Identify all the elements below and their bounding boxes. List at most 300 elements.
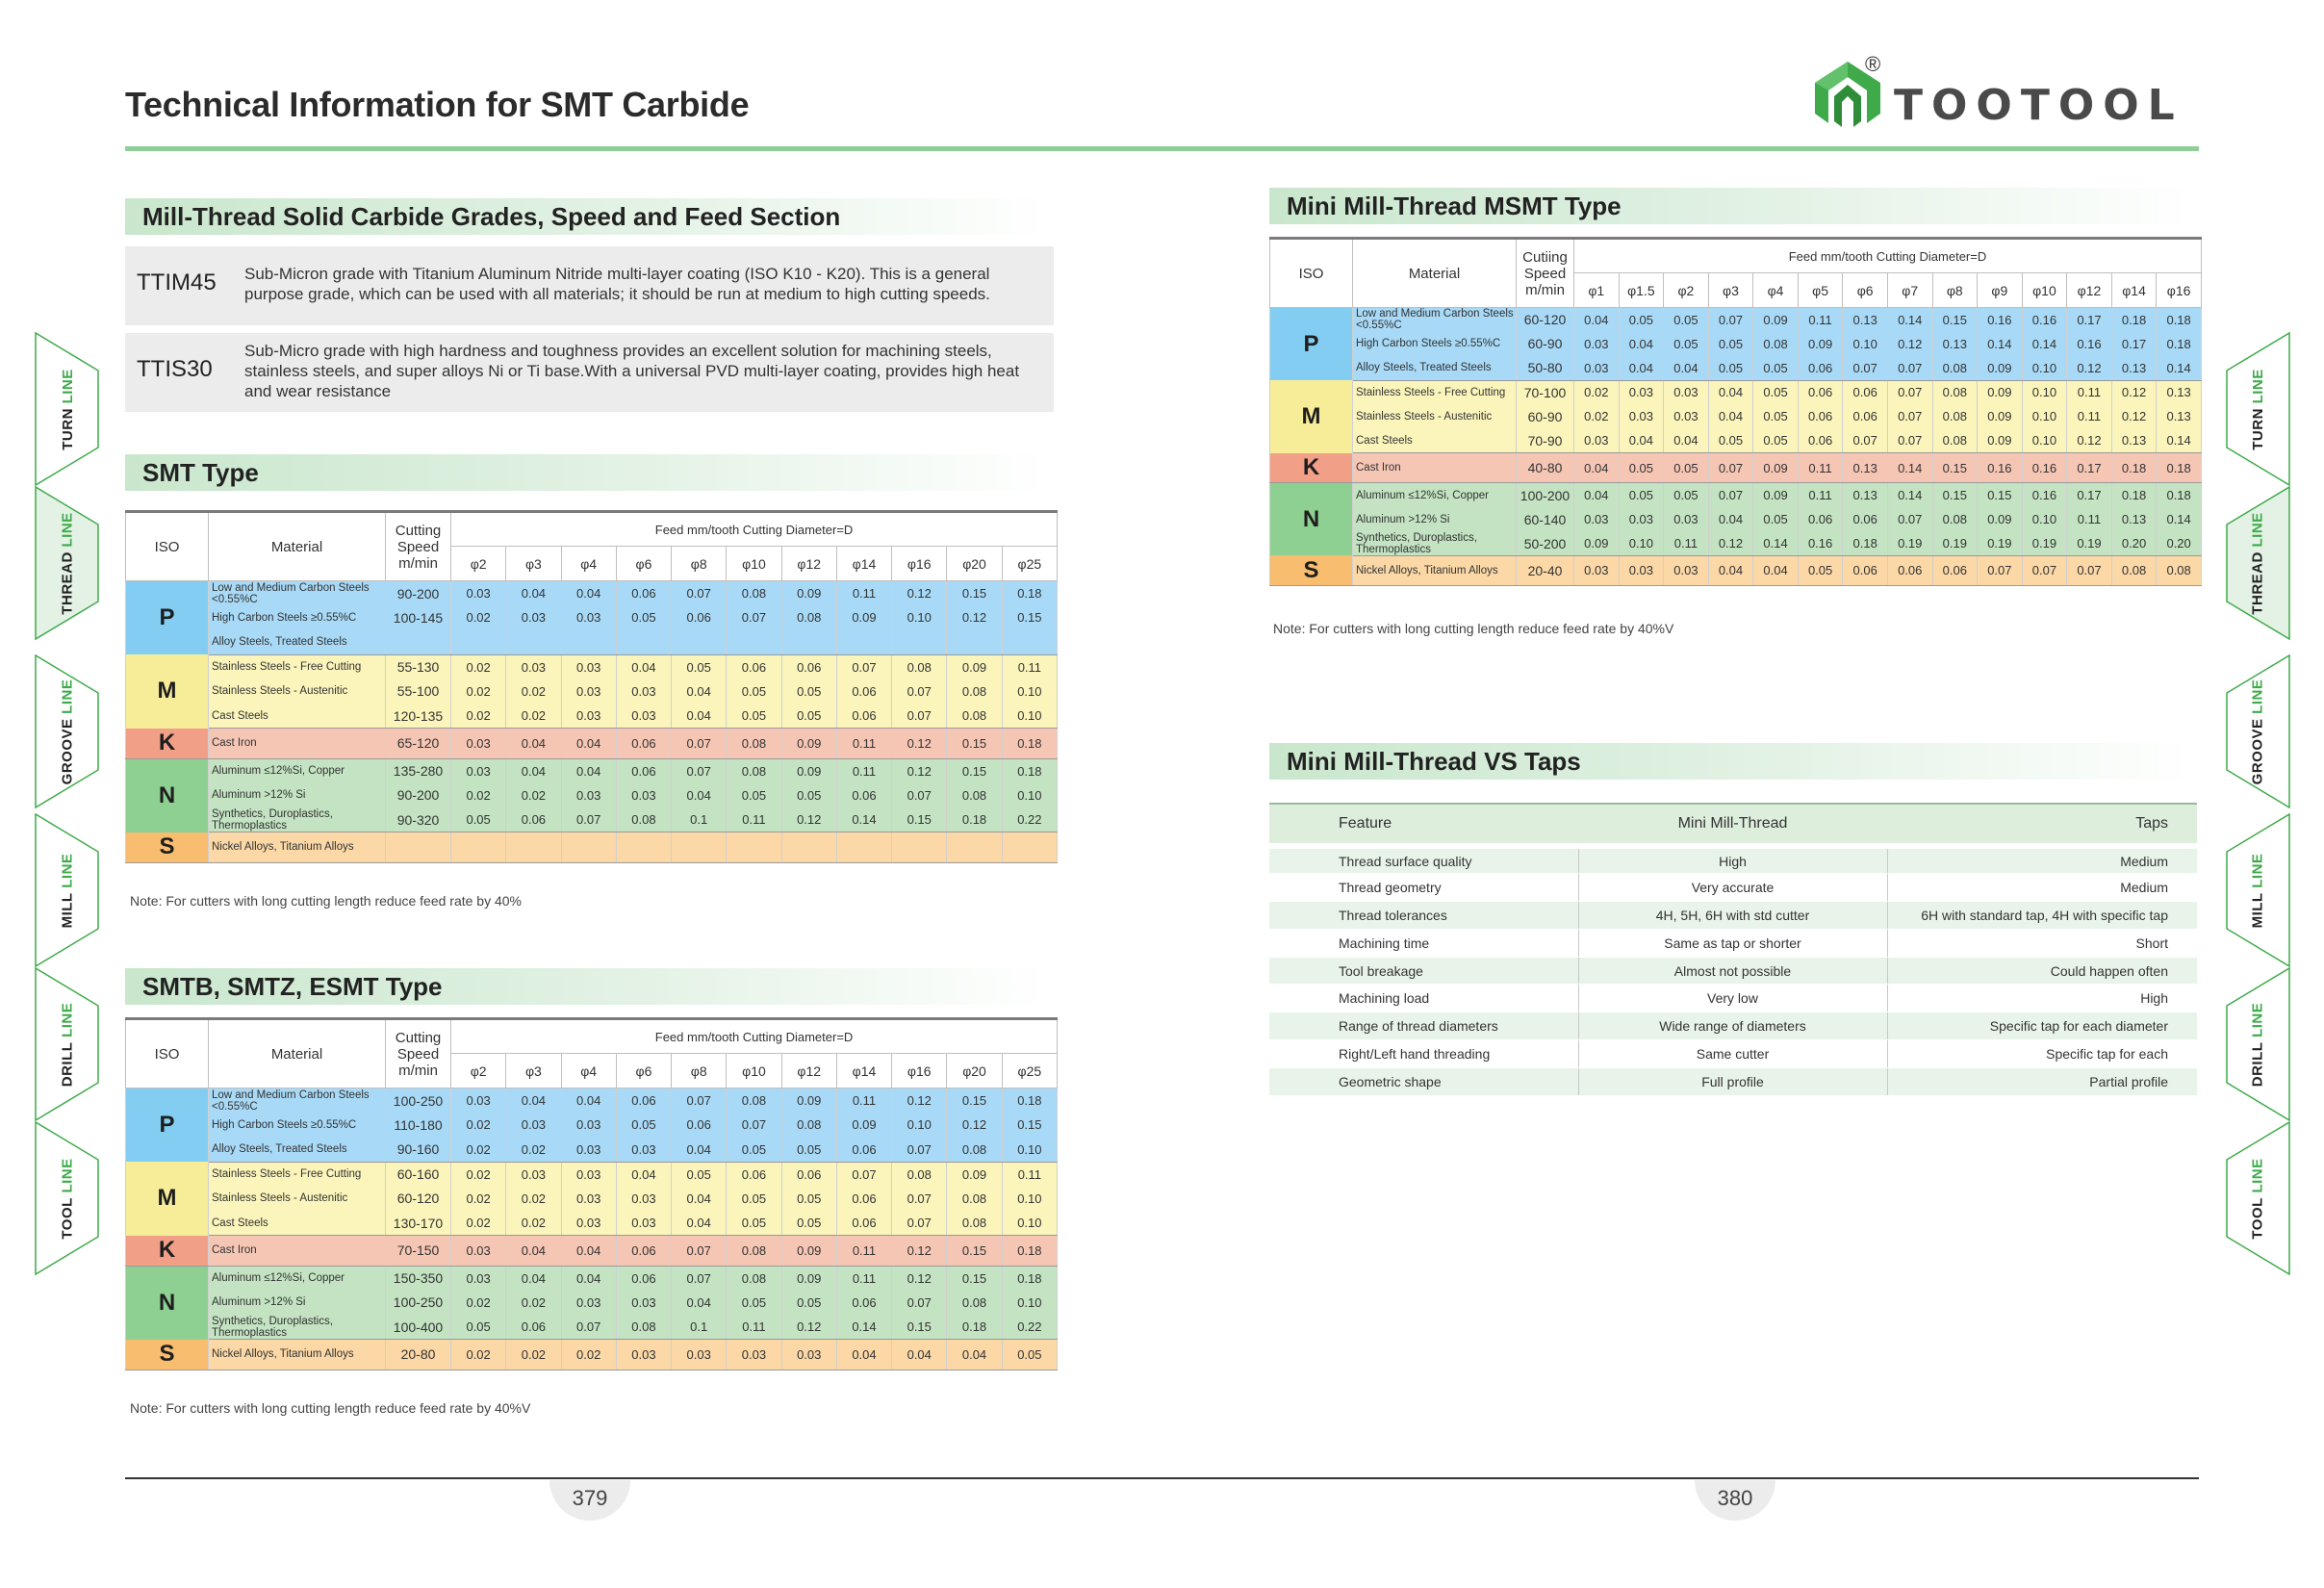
feed-value-cell: 0.08: [947, 783, 1002, 808]
feed-value-cell: 0.16: [2022, 483, 2067, 507]
feed-value-cell: 0.07: [1843, 428, 1888, 452]
feed-value-cell: [616, 832, 671, 863]
diameter-header: φ10: [2022, 273, 2067, 308]
feed-value-cell: 0.07: [672, 1089, 727, 1114]
side-tab-thread-line-left[interactable]: [35, 486, 100, 640]
feed-value-cell: 0.07: [2022, 555, 2067, 585]
feed-value-cell: 0.11: [1798, 453, 1843, 483]
speed-cell: 135-280: [386, 758, 451, 783]
side-tab-drill-line-right[interactable]: [2225, 967, 2290, 1121]
feed-value-cell: 0.18: [2157, 308, 2202, 332]
speed-cell: 60-120: [1517, 308, 1574, 332]
speed-cell: 100-400: [386, 1315, 451, 1340]
feed-value-cell: 0.03: [1574, 507, 1620, 531]
table-row: [126, 704, 1058, 729]
feed-value-cell: 0.08: [727, 729, 781, 759]
feed-value-cell: 0.06: [1798, 380, 1843, 404]
material-cell: Synthetics, Duroplastics, Thermoplastics: [1353, 531, 1517, 555]
table-row: [1270, 308, 2202, 332]
diameter-header: φ14: [836, 547, 891, 581]
tab-word: LINE: [2249, 1002, 2266, 1037]
feed-value-cell: 0.05: [1664, 453, 1709, 483]
material-cell: Aluminum >12% Si: [1353, 507, 1517, 531]
feed-value-cell: 0.08: [892, 1162, 947, 1187]
material-cell: Aluminum >12% Si: [209, 1291, 386, 1316]
feed-value-cell: 0.10: [2022, 380, 2067, 404]
feed-value-cell: 0.05: [781, 704, 836, 729]
diameter-header: φ1: [1574, 273, 1620, 308]
feed-value-cell: 0.13: [2111, 428, 2157, 452]
diameter-header: φ8: [672, 547, 727, 581]
feed-value-cell: 0.02: [1574, 380, 1620, 404]
feed-value-cell: 0.19: [1932, 531, 1978, 555]
feed-value-cell: 0.1: [672, 807, 727, 832]
side-tab-turn-line-right[interactable]: [2225, 332, 2290, 486]
table-row: [126, 679, 1058, 704]
tab-word: LINE: [59, 1002, 76, 1037]
feed-value-cell: 0.06: [1798, 428, 1843, 452]
feed-value-cell: 0.04: [1708, 555, 1753, 585]
feed-value-cell: 0.03: [1574, 356, 1620, 380]
feed-value-cell: 0.08: [781, 1113, 836, 1138]
tab-word: LINE: [2249, 1157, 2266, 1193]
feed-value-cell: 0.05: [781, 679, 836, 704]
speed-cell: 70-150: [386, 1236, 451, 1267]
feed-value-cell: 0.06: [672, 605, 727, 630]
tab-word: LINE: [2249, 511, 2266, 547]
material-cell: Stainless Steels - Austenitic: [1353, 404, 1517, 428]
feed-value-cell: 0.04: [1574, 308, 1620, 332]
feed-value-cell: 0.07: [1887, 380, 1932, 404]
iso-header: ISO: [1270, 239, 1353, 308]
tab-word: THREAD: [2249, 551, 2266, 615]
vs-taps-cell: Medium: [1887, 846, 2197, 874]
feed-value-cell: 0.12: [781, 1315, 836, 1340]
tab-word: THREAD: [59, 551, 76, 615]
feed-value-cell: 0.05: [1664, 332, 1709, 356]
table-row: [126, 1089, 1058, 1114]
material-header: Material: [209, 512, 386, 581]
iso-k-cell: K: [126, 729, 209, 759]
iso-s-cell: S: [1270, 555, 1353, 585]
feed-value-cell: 0.07: [1708, 453, 1753, 483]
feed-value-cell: 0.12: [2111, 380, 2157, 404]
feed-value-cell: 0.10: [2022, 428, 2067, 452]
feed-value-cell: [781, 630, 836, 655]
feed-value-cell: 0.18: [947, 1315, 1002, 1340]
feed-value-cell: 0.03: [561, 1187, 616, 1212]
feed-value-cell: 0.08: [947, 1291, 1002, 1316]
feed-value-cell: [727, 630, 781, 655]
vs-table-row: [1269, 1067, 2197, 1095]
vs-header-feature: Feature: [1269, 804, 1578, 846]
feed-value-cell: 0.08: [947, 679, 1002, 704]
feed-value-cell: 0.06: [1843, 380, 1888, 404]
table-row: [1270, 332, 2202, 356]
feed-value-cell: 0.07: [892, 704, 947, 729]
vs-header-mini: Mini Mill-Thread: [1578, 804, 1887, 846]
feed-value-cell: 0.06: [727, 654, 781, 679]
diameter-header: φ4: [561, 1054, 616, 1089]
feed-value-cell: [781, 832, 836, 863]
feed-value-cell: 0.05: [1708, 428, 1753, 452]
feed-value-cell: 0.06: [836, 1187, 891, 1212]
feed-value-cell: 0.05: [727, 1138, 781, 1163]
feed-value-cell: 0.1: [672, 1315, 727, 1340]
side-tab-mill-line-right[interactable]: [2225, 813, 2290, 967]
side-tab-mill-line-left[interactable]: [35, 813, 100, 967]
side-tab-thread-line-right[interactable]: [2225, 486, 2290, 640]
feed-value-cell: 0.05: [1708, 332, 1753, 356]
feed-value-cell: 0.09: [781, 1236, 836, 1267]
feed-value-cell: 0.12: [892, 758, 947, 783]
vs-table-row: [1269, 929, 2197, 957]
feed-value-cell: 0.11: [727, 1315, 781, 1340]
feed-value-cell: 0.12: [781, 807, 836, 832]
feed-value-cell: 0.12: [947, 1113, 1002, 1138]
speed-cell: [386, 630, 451, 655]
vs-mini-cell: Almost not possible: [1578, 957, 1887, 985]
feed-value-cell: 0.03: [451, 1089, 506, 1114]
feed-value-cell: 0.12: [2067, 356, 2112, 380]
vs-feature-cell: Thread surface quality: [1269, 846, 1578, 874]
feed-value-cell: 0.03: [451, 758, 506, 783]
material-cell: Cast Iron: [209, 729, 386, 759]
feed-value-cell: 0.06: [836, 679, 891, 704]
side-tab-drill-line-left[interactable]: [35, 967, 100, 1121]
feed-value-cell: 0.06: [672, 1113, 727, 1138]
feed-value-cell: 0.09: [1753, 483, 1799, 507]
feed-value-cell: 0.10: [2022, 507, 2067, 531]
vs-taps-cell: Could happen often: [1887, 957, 2197, 985]
feed-value-cell: 0.05: [781, 1187, 836, 1212]
feed-value-cell: [451, 630, 506, 655]
feed-value-cell: 0.02: [451, 1162, 506, 1187]
feed-value-cell: 0.03: [1574, 332, 1620, 356]
feed-value-cell: 0.05: [727, 704, 781, 729]
feed-value-cell: 0.11: [836, 1089, 891, 1114]
feed-value-cell: 0.07: [892, 1138, 947, 1163]
feed-value-cell: 0.04: [561, 729, 616, 759]
table-row: [126, 1211, 1058, 1236]
table-row: [126, 1187, 1058, 1212]
feed-value-cell: 0.13: [2157, 380, 2202, 404]
feed-value-cell: 0.07: [1708, 483, 1753, 507]
feed-value-cell: 0.13: [1843, 308, 1888, 332]
feed-value-cell: 0.07: [727, 1113, 781, 1138]
feed-value-cell: 0.10: [1002, 1211, 1057, 1236]
feed-value-cell: 0.06: [616, 1089, 671, 1114]
feed-value-cell: 0.03: [561, 783, 616, 808]
feed-value-cell: 0.19: [2067, 531, 2112, 555]
diameter-header: φ2: [451, 547, 506, 581]
feed-value-cell: [561, 630, 616, 655]
feed-value-cell: 0.03: [1664, 380, 1709, 404]
feed-value-cell: 0.12: [892, 729, 947, 759]
tab-word: LINE: [59, 1157, 76, 1193]
feed-value-cell: 0.07: [1708, 308, 1753, 332]
vs-table-row: [1269, 985, 2197, 1012]
feed-value-cell: 0.05: [781, 1211, 836, 1236]
table-row: [126, 1113, 1058, 1138]
feed-value-cell: 0.18: [1002, 1266, 1057, 1291]
speed-cell: 110-180: [386, 1113, 451, 1138]
feed-value-cell: 0.15: [947, 1266, 1002, 1291]
feed-value-cell: 0.05: [1664, 483, 1709, 507]
feed-value-cell: 0.04: [892, 1340, 947, 1370]
feed-value-cell: 0.08: [2111, 555, 2157, 585]
side-tab-tool-line-right[interactable]: [2225, 1121, 2290, 1275]
table-row: [126, 783, 1058, 808]
feed-value-cell: 0.15: [892, 1315, 947, 1340]
tab-word: TOOL: [59, 1196, 76, 1240]
feed-value-cell: 0.08: [947, 704, 1002, 729]
feed-value-cell: 0.02: [506, 1187, 561, 1212]
msmt-note: Note: For cutters with long cutting length reduce feed rate by 40%V: [1273, 621, 1674, 636]
feed-value-cell: 0.07: [1887, 507, 1932, 531]
feed-value-cell: 0.02: [451, 1291, 506, 1316]
speed-cell: 100-250: [386, 1291, 451, 1316]
table-row: [126, 654, 1058, 679]
feed-value-cell: 0.18: [1843, 531, 1888, 555]
material-header: Material: [1353, 239, 1517, 308]
diameter-header: φ3: [506, 1054, 561, 1089]
smtb-note: Note: For cutters with long cutting length reduce feed rate by 40%V: [130, 1400, 531, 1416]
speed-cell: [386, 832, 451, 863]
feed-value-cell: 0.07: [2067, 555, 2112, 585]
feed-value-cell: 0.15: [947, 581, 1002, 606]
diameter-header: φ3: [1708, 273, 1753, 308]
feed-value-cell: 0.08: [947, 1138, 1002, 1163]
feed-value-cell: 0.04: [836, 1340, 891, 1370]
diameter-header: φ20: [947, 1054, 1002, 1089]
feed-value-cell: 0.02: [506, 1291, 561, 1316]
side-tab-groove-line-left[interactable]: [35, 654, 100, 808]
vs-feature-cell: Thread tolerances: [1269, 902, 1578, 930]
speed-cell: 60-90: [1517, 404, 1574, 428]
feed-value-cell: 0.11: [1002, 654, 1057, 679]
iso-m-cell: M: [1270, 380, 1353, 453]
feed-value-cell: 0.06: [1798, 404, 1843, 428]
speed-cell: 50-80: [1517, 356, 1574, 380]
feed-value-cell: 0.12: [892, 581, 947, 606]
feed-value-cell: 0.08: [947, 1187, 1002, 1212]
feed-value-cell: 0.18: [2157, 332, 2202, 356]
feed-value-cell: 0.09: [781, 581, 836, 606]
feed-value-cell: 0.11: [1798, 483, 1843, 507]
table-row: [126, 758, 1058, 783]
feed-value-cell: 0.04: [506, 729, 561, 759]
feed-value-cell: 0.05: [1753, 404, 1799, 428]
side-tab-groove-line-right[interactable]: [2225, 654, 2290, 808]
feed-value-cell: 0.06: [1843, 507, 1888, 531]
feed-value-cell: 0.03: [561, 704, 616, 729]
feed-value-cell: 0.14: [836, 1315, 891, 1340]
feed-value-cell: 0.10: [1002, 704, 1057, 729]
material-cell: Cast Iron: [209, 1236, 386, 1267]
feed-value-cell: 0.04: [1664, 356, 1709, 380]
feed-value-cell: 0.05: [1664, 308, 1709, 332]
table-row: [126, 1315, 1058, 1340]
speed-cell: 90-320: [386, 807, 451, 832]
vs-table-row: [1269, 1012, 2197, 1040]
vs-taps-table: [1269, 803, 2197, 1096]
feed-value-cell: 0.18: [1002, 729, 1057, 759]
speed-cell: 55-130: [386, 654, 451, 679]
side-tab-tool-line-left[interactable]: [35, 1121, 100, 1275]
material-cell: Nickel Alloys, Titanium Alloys: [209, 1340, 386, 1370]
feed-value-cell: 0.09: [781, 1089, 836, 1114]
feed-value-cell: 0.15: [947, 758, 1002, 783]
speed-cell: 120-135: [386, 704, 451, 729]
feed-value-cell: 0.07: [892, 783, 947, 808]
feed-value-cell: 0.03: [451, 581, 506, 606]
diameter-header: φ9: [1978, 273, 2023, 308]
feed-value-cell: 0.04: [616, 654, 671, 679]
feed-value-cell: 0.03: [781, 1340, 836, 1370]
feed-value-cell: 0.07: [561, 807, 616, 832]
vs-taps-cell: Short: [1887, 929, 2197, 957]
feed-value-cell: 0.03: [1664, 507, 1709, 531]
diameter-header: φ16: [892, 1054, 947, 1089]
feed-value-cell: 0.08: [616, 1315, 671, 1340]
feed-value-cell: 0.15: [1932, 483, 1978, 507]
msmt-section-title: Mini Mill-Thread MSMT Type: [1269, 188, 2193, 224]
table-row: [126, 1291, 1058, 1316]
feed-value-cell: 0.05: [727, 1187, 781, 1212]
table-row: [126, 1266, 1058, 1291]
feed-value-cell: 0.09: [1978, 356, 2023, 380]
feed-value-cell: 0.05: [1619, 308, 1664, 332]
msmt-feed-table: [1269, 237, 2202, 586]
feed-value-cell: 0.03: [727, 1340, 781, 1370]
table-row: [126, 630, 1058, 655]
feed-value-cell: 0.05: [1708, 356, 1753, 380]
tab-word: TURN: [2249, 407, 2266, 450]
feed-value-cell: 0.16: [2067, 332, 2112, 356]
diameter-header: φ20: [947, 547, 1002, 581]
vs-feature-cell: Tool breakage: [1269, 957, 1578, 985]
feed-value-cell: 0.07: [672, 1266, 727, 1291]
tab-word: GROOVE: [59, 717, 76, 784]
feed-value-cell: 0.05: [781, 1291, 836, 1316]
table-row: [1270, 356, 2202, 380]
feed-value-cell: 0.14: [1887, 308, 1932, 332]
feed-header: Feed mm/tooth Cutting Diameter=D: [451, 512, 1058, 547]
feed-value-cell: 0.04: [672, 1187, 727, 1212]
feed-value-cell: 0.18: [1002, 581, 1057, 606]
feed-value-cell: 0.09: [1753, 308, 1799, 332]
feed-value-cell: 0.18: [2111, 308, 2157, 332]
feed-value-cell: 0.15: [892, 807, 947, 832]
feed-value-cell: 0.09: [1574, 531, 1620, 555]
speed-cell: 60-90: [1517, 332, 1574, 356]
speed-header: Cutiing Speed m/min: [1517, 239, 1574, 308]
feed-value-cell: [947, 630, 1002, 655]
feed-value-cell: 0.15: [947, 1089, 1002, 1114]
material-cell: Aluminum ≤12%Si, Copper: [209, 758, 386, 783]
table-row: [126, 1138, 1058, 1163]
grade-ttim45-box: [125, 246, 1054, 325]
tab-word: TURN: [59, 407, 76, 450]
feed-value-cell: 0.07: [892, 1187, 947, 1212]
table-row: [1270, 507, 2202, 531]
feed-value-cell: 0.05: [1753, 380, 1799, 404]
feed-value-cell: 0.05: [451, 1315, 506, 1340]
feed-value-cell: 0.03: [1619, 404, 1664, 428]
material-cell: Alloy Steels, Treated Steels: [1353, 356, 1517, 380]
iso-k-cell: K: [126, 1236, 209, 1267]
feed-value-cell: 0.19: [1887, 531, 1932, 555]
feed-value-cell: 0.05: [781, 1138, 836, 1163]
feed-value-cell: 0.08: [1932, 356, 1978, 380]
feed-value-cell: 0.08: [727, 1266, 781, 1291]
feed-value-cell: 0.20: [2111, 531, 2157, 555]
diameter-header: φ4: [1753, 273, 1799, 308]
feed-value-cell: 0.10: [1002, 1291, 1057, 1316]
feed-value-cell: 0.15: [1002, 605, 1057, 630]
feed-value-cell: 0.17: [2067, 308, 2112, 332]
feed-value-cell: 0.02: [506, 1138, 561, 1163]
feed-value-cell: 0.08: [616, 807, 671, 832]
feed-value-cell: 0.08: [727, 1236, 781, 1267]
feed-value-cell: 0.16: [2022, 308, 2067, 332]
table-row: [126, 1236, 1058, 1267]
feed-value-cell: 0.04: [672, 679, 727, 704]
vs-taps-cell: High: [1887, 985, 2197, 1012]
diameter-header: φ2: [1664, 273, 1709, 308]
vs-mini-cell: Very accurate: [1578, 874, 1887, 902]
feed-value-cell: 0.11: [836, 758, 891, 783]
speed-cell: 60-160: [386, 1162, 451, 1187]
material-cell: Aluminum >12% Si: [209, 783, 386, 808]
registered-mark: ®: [1865, 52, 1881, 76]
iso-n-cell: N: [126, 758, 209, 832]
feed-value-cell: 0.09: [836, 605, 891, 630]
feed-value-cell: 0.03: [561, 1162, 616, 1187]
diameter-header: φ8: [1932, 273, 1978, 308]
feed-value-cell: 0.04: [506, 1266, 561, 1291]
feed-value-cell: 0.15: [1932, 453, 1978, 483]
feed-value-cell: 0.04: [561, 1266, 616, 1291]
feed-value-cell: 0.06: [506, 1315, 561, 1340]
feed-value-cell: 0.03: [616, 1138, 671, 1163]
feed-value-cell: 0.14: [2157, 356, 2202, 380]
feed-value-cell: 0.11: [2067, 380, 2112, 404]
iso-n-cell: N: [1270, 483, 1353, 556]
feed-value-cell: 0.05: [1798, 555, 1843, 585]
feed-value-cell: 0.03: [616, 783, 671, 808]
feed-value-cell: 0.03: [616, 1187, 671, 1212]
diameter-header: φ16: [2157, 273, 2202, 308]
feed-value-cell: 0.02: [451, 679, 506, 704]
side-tab-turn-line-left[interactable]: [35, 332, 100, 486]
feed-value-cell: 0.03: [561, 1113, 616, 1138]
feed-value-cell: 0.09: [1978, 380, 2023, 404]
feed-value-cell: 0.15: [1978, 483, 2023, 507]
feed-value-cell: 0.18: [1002, 758, 1057, 783]
feed-value-cell: [727, 832, 781, 863]
feed-value-cell: [892, 630, 947, 655]
feed-value-cell: 0.10: [1002, 1138, 1057, 1163]
speed-cell: 150-350: [386, 1266, 451, 1291]
material-cell: Stainless Steels - Austenitic: [209, 679, 386, 704]
feed-value-cell: 0.12: [947, 605, 1002, 630]
brand-logo: [1809, 54, 2204, 141]
material-cell: Synthetics, Duroplastics, Thermoplastics: [209, 1315, 386, 1340]
diameter-header: φ25: [1002, 1054, 1057, 1089]
feed-value-cell: 0.19: [1978, 531, 2023, 555]
